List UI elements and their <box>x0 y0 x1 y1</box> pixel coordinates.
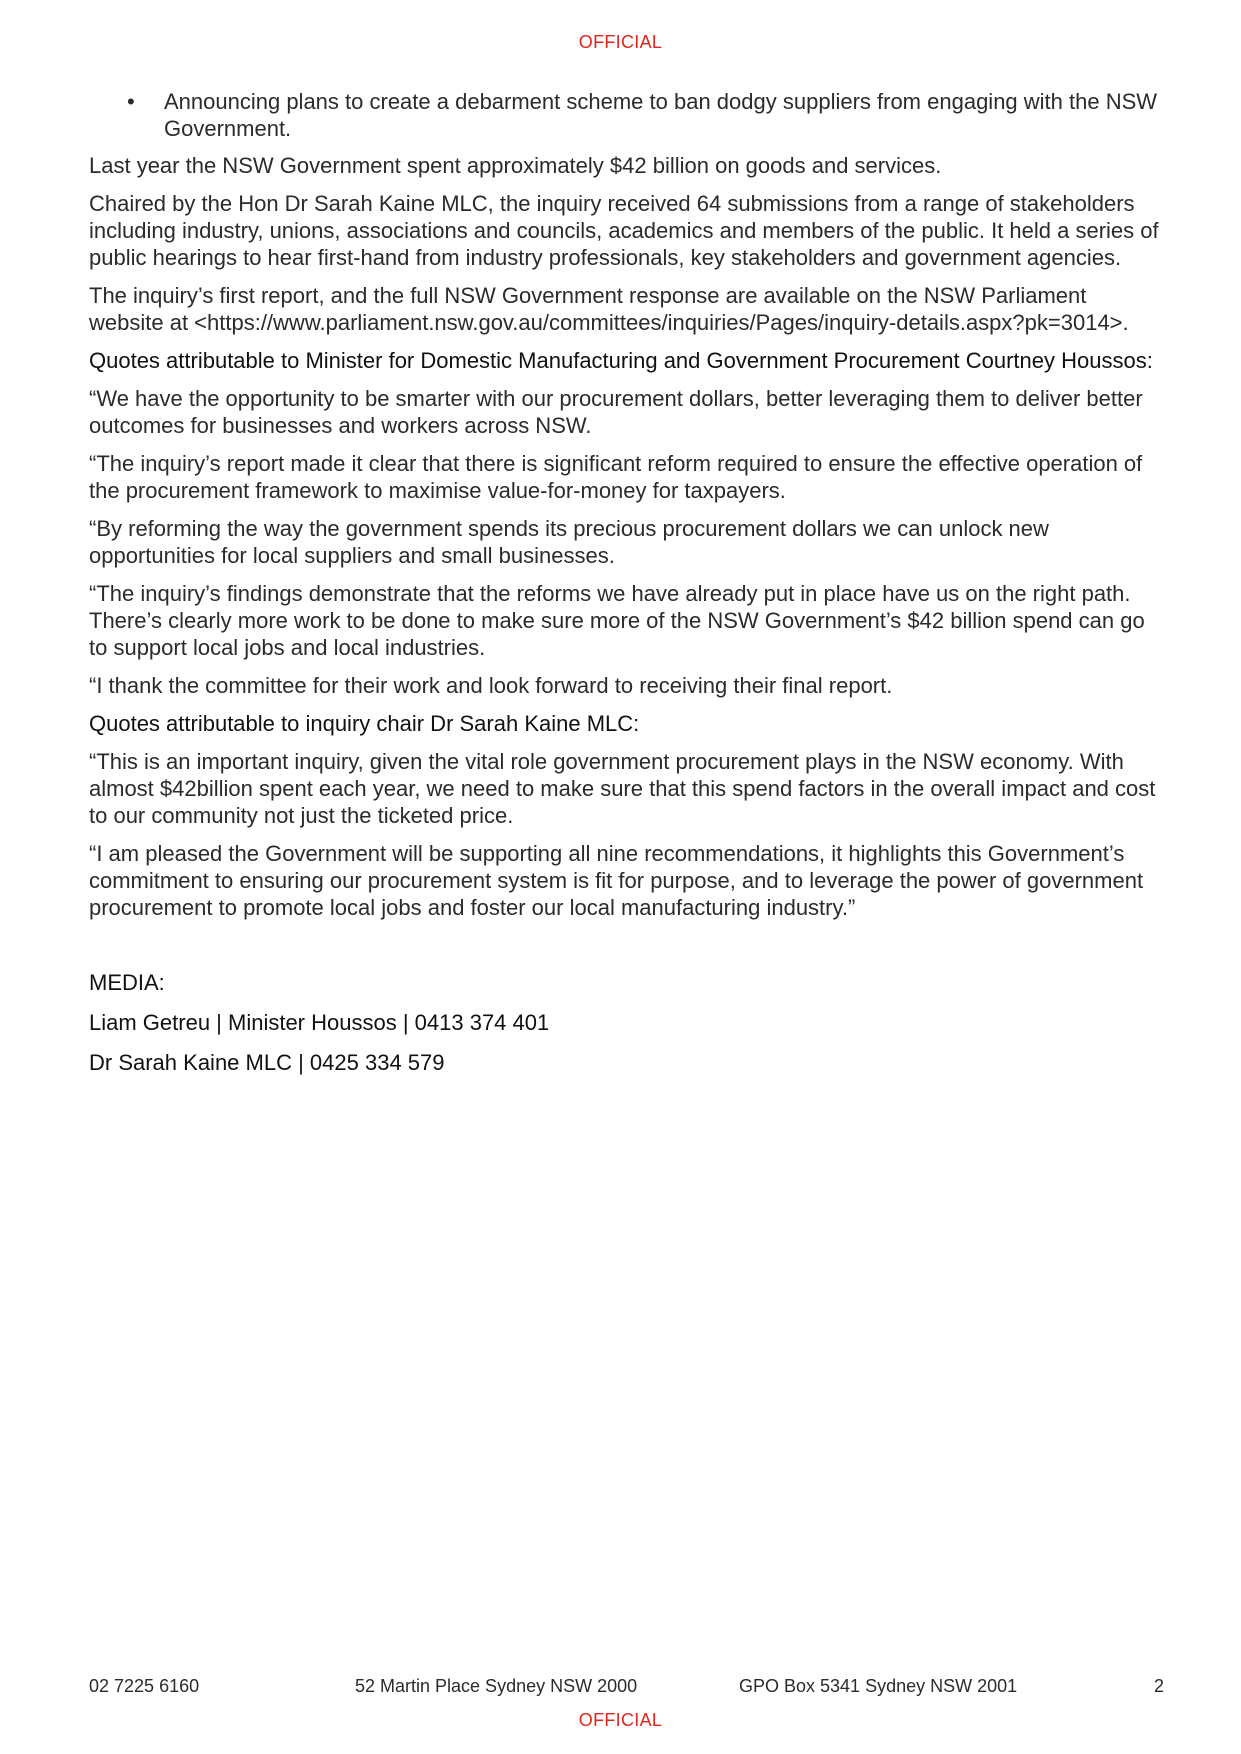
media-contacts <box>89 969 1164 1076</box>
minister-quote: “The inquiry’s findings demonstrate that the reforms we have already put in place have us on the right path. There’s clearly more work to be done to make sure more of the NSW Government’s $42 billion spend can go to support local jobs and local industries. <box>89 581 1145 660</box>
chair-quote: “I am pleased the Government will be supporting all nine recommendations, it highlights this Government’s commitment to ensuring our procurement system is fit for purpose, and to leverage the power of government procurement to promote local jobs and foster our local manufacturing industry.” <box>89 841 1144 920</box>
paragraph-report-link: The inquiry’s first report, and the full NSW Government response are available on the NSW Parliament website at <https://www.parliament.nsw.gov.au/committees/inquiries/Pages/inquiry-details.aspx?pk=3014>. <box>89 283 1129 335</box>
classification-header: OFFICIAL <box>578 32 663 52</box>
document-body <box>89 88 1164 1089</box>
classification-footer: OFFICIAL <box>578 1710 663 1730</box>
media-contact: Liam Getreu | Minister Houssos | 0413 374 401 <box>89 1010 550 1035</box>
media-contact: Dr Sarah Kaine MLC | 0425 334 579 <box>89 1050 445 1075</box>
bullet-text: Announcing plans to create a debarment scheme to ban dodgy suppliers from engaging with the NSW Government. <box>164 89 1158 141</box>
footer-postal-address: GPO Box 5341 Sydney NSW 2001 <box>739 1676 1018 1696</box>
minister-quote: “By reforming the way the government spends its precious procurement dollars we can unlock new opportunities for local suppliers and small businesses. <box>89 516 1049 568</box>
media-label: MEDIA: <box>89 970 165 995</box>
footer-phone: 02 7225 6160 <box>89 1676 200 1696</box>
paragraph-spending: Last year the NSW Government spent approximately $42 billion on goods and services. <box>89 153 942 178</box>
minister-quote: “We have the opportunity to be smarter with our procurement dollars, better leveraging them to deliver better outcomes for businesses and workers across NSW. <box>89 386 1143 438</box>
minister-quote: “The inquiry’s report made it clear that there is significant reform required to ensure the effective operation of the procurement framework to maximise value-for-money for taxpayers. <box>89 451 1143 503</box>
bullet-item <box>89 88 1164 142</box>
chair-quotes-heading: Quotes attributable to inquiry chair Dr Sarah Kaine MLC: <box>89 711 640 736</box>
minister-quote: “I thank the committee for their work and look forward to receiving their final report. <box>89 673 893 698</box>
footer-street-address: 52 Martin Place Sydney NSW 2000 <box>355 1676 638 1696</box>
page-footer <box>89 1676 1164 1700</box>
minister-quotes-heading: Quotes attributable to Minister for Domestic Manufacturing and Government Procurement Courtney Houssos: <box>89 348 1153 373</box>
paragraph-inquiry: Chaired by the Hon Dr Sarah Kaine MLC, the inquiry received 64 submissions from a range of stakeholders including industry, unions, associations and councils, academics and members of the public. It held a series of public hearings to hear first-hand from industry professionals, key stakeholders and government agencies. <box>89 191 1159 270</box>
bullet-icon: • <box>127 89 135 114</box>
chair-quote: “This is an important inquiry, given the vital role government procurement plays in the NSW economy. With almost $42billion spent each year, we need to make sure that this spend factors in the overall impact and cost to our community not just the ticketed price. <box>89 749 1156 828</box>
page-number: 2 <box>1153 1676 1164 1696</box>
